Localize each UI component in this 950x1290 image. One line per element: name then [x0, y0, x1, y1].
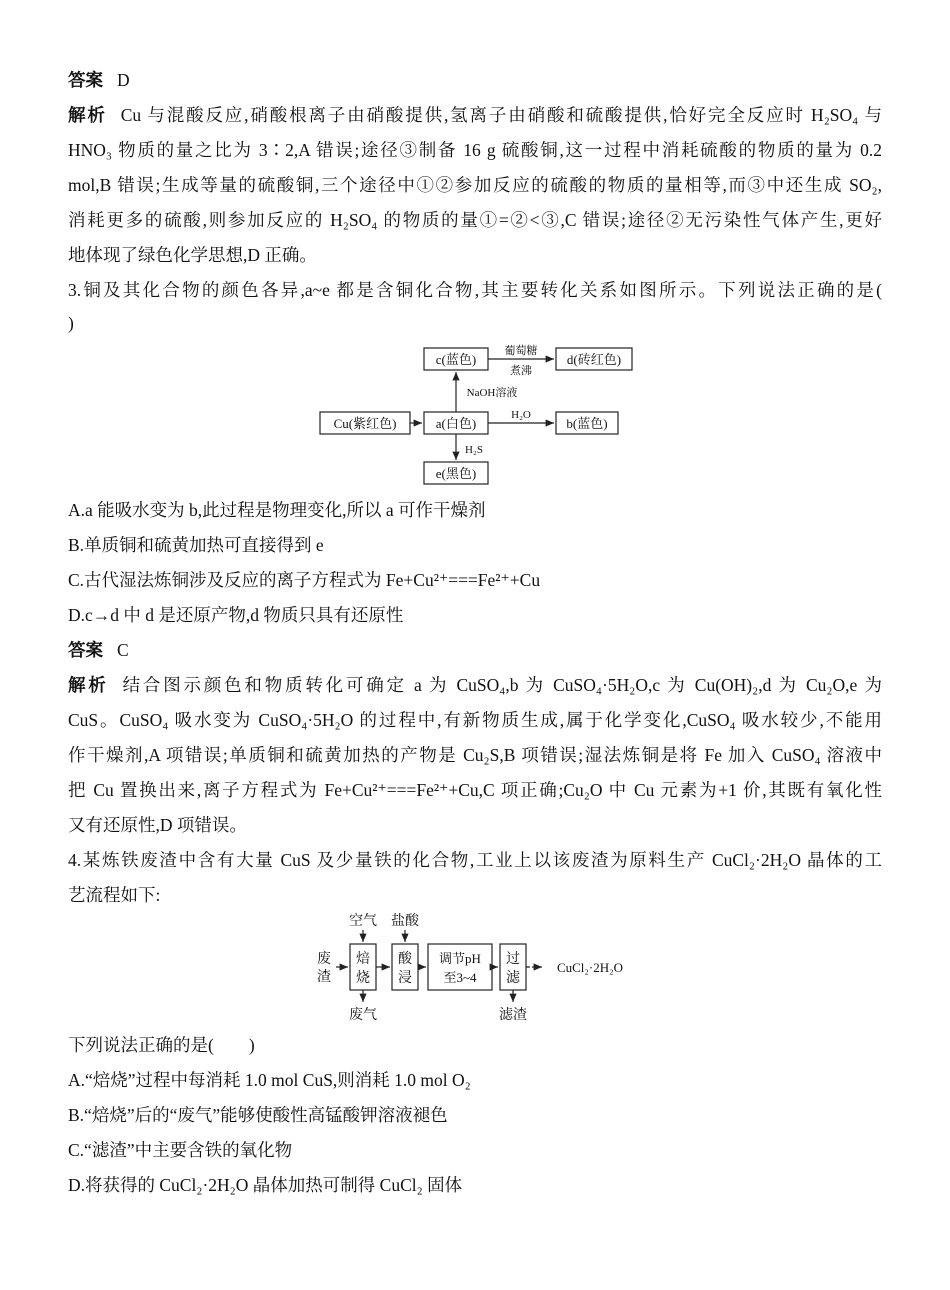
q4-option-c: C.“滤渣”中主要含铁的氧化物 — [68, 1140, 293, 1160]
node-cu: Cu(紫红色) — [333, 416, 397, 431]
q3-analysis-line-3: 作干燥剂,A 项错误;单质铜和硫黄加热的产物是 Cu₂S,B 项错误;湿法炼铜是将 Fe 加入 CuSO₄ 溶液中 — [68, 745, 882, 765]
flow-acid: 盐酸 — [391, 914, 419, 929]
answer-tag: 答案 — [68, 70, 103, 90]
flow-product: CuCl₂·2H₂O — [556, 960, 624, 975]
flow-filter-1: 过 — [506, 952, 520, 967]
q4-option-d: D.将获得的 CuCl₂·2H₂O 晶体加热可制得 CuCl₂ 固体 — [68, 1175, 463, 1195]
answer-tag: 答案 — [68, 640, 103, 660]
answer-value: D — [117, 70, 130, 90]
label-h2o: H₂O — [511, 409, 531, 421]
q3-analysis-line-5: 又有还原性,D 项错误。 — [68, 815, 247, 835]
flow-air: 空气 — [349, 914, 377, 929]
copper-conversion-diagram — [316, 342, 638, 487]
answer-value: C — [117, 640, 129, 660]
q2-answer-line — [68, 68, 130, 92]
flow-waste-gas: 废气 — [349, 1008, 377, 1023]
flow-input-1: 废 — [317, 952, 331, 967]
q4-question: 下列说法正确的是( ) — [68, 1035, 255, 1055]
node-d: d(砖红色) — [566, 352, 622, 367]
process-flow-diagram — [314, 910, 638, 1025]
analysis-tag: 解析 — [68, 675, 109, 695]
node-e: e(黑色) — [435, 466, 477, 481]
node-a: a(白色) — [435, 416, 477, 431]
q3-analysis-line-2: CuS。CuSO₄ 吸水变为 CuSO₄·5H₂O 的过程中,有新物质生成,属于化学变化,CuSO₄ 吸水较少,不能用 — [68, 710, 882, 730]
flow-roast-1: 焙 — [356, 952, 370, 967]
q3-option-b: B.单质铜和硫黄加热可直接得到 e — [68, 535, 324, 555]
node-c: c(蓝色) — [435, 352, 477, 367]
q4-stem-line-1: 4.某炼铁废渣中含有大量 CuS 及少量铁的化合物,工业上以该废渣为原料生产 CuCl₂·2H₂O 晶体的工 — [68, 850, 882, 870]
flow-filter-2: 滤 — [506, 971, 520, 986]
q4-stem-line-2: 艺流程如下: — [68, 885, 161, 905]
label-naoh: NaOH溶液 — [466, 387, 518, 399]
flow-roast-2: 烧 — [356, 971, 370, 986]
q2-analysis-line-5: 地体现了绿色化学思想,D 正确。 — [68, 245, 317, 265]
node-b: b(蓝色) — [566, 416, 608, 431]
flow-leach-2: 浸 — [398, 971, 412, 986]
flow-leach-1: 酸 — [398, 952, 412, 967]
q3-answer-line — [68, 638, 129, 662]
flow-adjust-2: 至3~4 — [443, 970, 477, 985]
q3-option-d: D.c→d 中 d 是还原产物,d 物质只具有还原性 — [68, 605, 404, 625]
analysis-tag: 解析 — [68, 105, 107, 125]
q2-analysis-line-3: mol,B 错误;生成等量的硫酸铜,三个途径中①②参加反应的硫酸的物质的量相等,而③中还生成 SO₂, — [68, 175, 882, 195]
q3-option-a: A.a 能吸水变为 b,此过程是物理变化,所以 a 可作干燥剂 — [68, 500, 486, 520]
q3-analysis-line-1: 解析 结合图示颜色和物质转化可确定 a 为 CuSO₄,b 为 CuSO₄·5H₂O,c 为 Cu(OH)₂,d 为 Cu₂O,e 为 — [68, 675, 882, 695]
q3-stem-line-2: ) — [68, 313, 74, 333]
label-h2s: H₂S — [465, 444, 483, 456]
q3-analysis-line-4: 把 Cu 置换出来,离子方程式为 Fe+Cu²⁺===Fe²⁺+Cu,C 项正确;Cu₂O 中 Cu 元素为+1 价,其既有氧化性 — [68, 780, 882, 800]
label-boil: 煮沸 — [510, 365, 532, 377]
flow-adjust-1: 调节pH — [439, 951, 481, 966]
flow-residue: 滤渣 — [499, 1008, 527, 1023]
q4-option-b: B.“焙烧”后的“废气”能够使酸性高锰酸钾溶液褪色 — [68, 1105, 448, 1125]
q4-option-a: A.“焙烧”过程中每消耗 1.0 mol CuS,则消耗 1.0 mol O₂ — [68, 1070, 471, 1090]
q2-analysis-line-4: 消耗更多的硫酸,则参加反应的 H₂SO₄ 的物质的量①=②<③,C 错误;途径②无污染性气体产生,更好 — [68, 210, 882, 230]
flow-input-2: 渣 — [317, 970, 331, 985]
q2-analysis-line-2: HNO₃ 物质的量之比为 3∶2,A 错误;途径③制备 16 g 硫酸铜,这一过程中消耗硫酸的物质的量为 0.2 — [68, 140, 882, 160]
label-glucose: 葡萄糖 — [504, 345, 538, 357]
q2-analysis-line-1: 解析 Cu 与混酸反应,硝酸根离子由硝酸提供,氢离子由硝酸和硫酸提供,恰好完全反应时 H₂SO₄ 与 — [68, 105, 882, 125]
q3-option-c: C.古代湿法炼铜涉及反应的离子方程式为 Fe+Cu²⁺===Fe²⁺+Cu — [68, 570, 541, 590]
q3-stem-line-1: 3.铜及其化合物的颜色各异,a~e 都是含铜化合物,其主要转化关系如图所示。下列说法正确的是( — [68, 280, 882, 300]
